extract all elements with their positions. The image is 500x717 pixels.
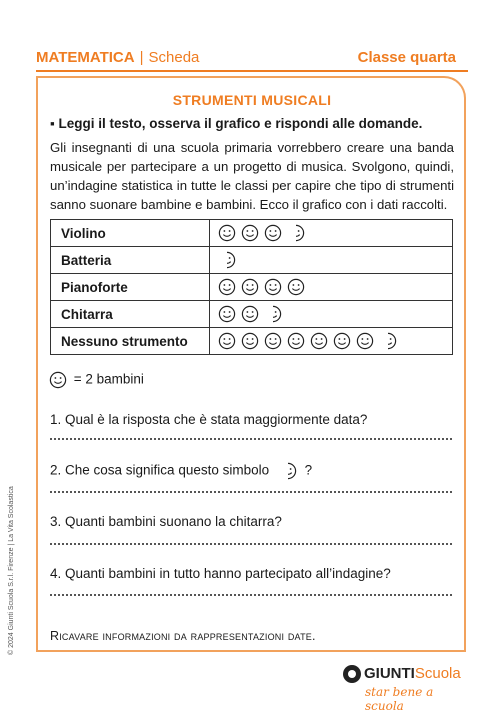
- answer-line-1[interactable]: [50, 438, 452, 440]
- instruction-text: ▪ Leggi il testo, osserva il grafico e rispondi alle domande.: [50, 116, 423, 131]
- header-separator: |: [139, 49, 144, 66]
- pictogram-row: [51, 328, 453, 355]
- smiley-face-icon: [310, 332, 328, 350]
- smiley-face-icon: [241, 278, 259, 296]
- header-divider: [36, 70, 468, 72]
- pictogram-row: [51, 301, 453, 328]
- pictogram-legend: [49, 371, 144, 389]
- publisher-logo: [343, 665, 463, 713]
- smiley-face-icon: [264, 224, 282, 242]
- smiley-face-icon: [356, 332, 374, 350]
- answer-line-3[interactable]: [50, 543, 452, 545]
- learning-objective: Ricavare informazioni da rappresentazioni date.: [50, 629, 316, 643]
- half-smiley-icon: [287, 224, 305, 242]
- question-2-text: 2. Che cosa significa questo simbolo: [50, 462, 270, 478]
- smiley-face-icon: [264, 332, 282, 350]
- pictogram-row: [51, 247, 453, 274]
- half-smiley-icon: [279, 462, 297, 480]
- question-4: 4. Quanti bambini in tutto hanno partecipato all’indagine?: [50, 566, 391, 581]
- smiley-face-icon: [218, 305, 236, 323]
- smiley-face-icon: [241, 332, 259, 350]
- logo-tagline: star bene a scuola: [365, 685, 434, 713]
- logo-mark-icon: [343, 665, 361, 683]
- smiley-face-icon: [333, 332, 351, 350]
- smiley-face-icon: [218, 332, 236, 350]
- pictogram-symbols: [210, 220, 453, 247]
- pictogram-table: [50, 219, 453, 355]
- question-2: [50, 462, 312, 480]
- class-label: Classe quarta: [357, 49, 456, 66]
- smiley-face-icon: [264, 278, 282, 296]
- instrument-label: Chitarra: [51, 301, 210, 328]
- sheet-type-label: Scheda: [148, 49, 200, 66]
- pictogram-symbols: [210, 328, 453, 355]
- smiley-face-icon: [49, 371, 67, 389]
- instrument-label: Batteria: [51, 247, 210, 274]
- smiley-face-icon: [241, 305, 259, 323]
- smiley-face-icon: [218, 278, 236, 296]
- copyright-notice: © 2024 Giunti Scuola S.r.l. Firenze | La Vita Scolastica: [8, 486, 15, 655]
- pictogram-row: [51, 220, 453, 247]
- pictogram-symbols: [210, 301, 453, 328]
- pictogram-symbols: [210, 274, 453, 301]
- intro-paragraph: Gli insegnanti di una scuola primaria vorrebbero creare una banda musicale per partecipare a un progetto di musica. Svolgono, quindi, un’indagine statistica in tutte le classi per capire che tipo di strumenti sanno suonare bambine e bambini. Ecco il grafico con i dati raccolti.: [50, 140, 454, 212]
- instrument-label: Pianoforte: [51, 274, 210, 301]
- pictogram-symbols: [210, 247, 453, 274]
- instrument-label: Violino: [51, 220, 210, 247]
- content-frame-left-edge: [36, 76, 38, 652]
- question-3: 3. Quanti bambini suonano la chitarra?: [50, 514, 282, 529]
- subject-heading: [36, 49, 199, 66]
- question-2-suffix: ?: [304, 462, 313, 478]
- answer-line-4[interactable]: [50, 594, 452, 596]
- half-smiley-icon: [264, 305, 282, 323]
- page-title: STRUMENTI MUSICALI: [172, 92, 332, 108]
- smiley-face-icon: [287, 332, 305, 350]
- half-smiley-icon: [379, 332, 397, 350]
- smiley-face-icon: [241, 224, 259, 242]
- smiley-face-icon: [287, 278, 305, 296]
- question-1: 1. Qual è la risposta che è stata maggiormente data?: [50, 412, 368, 427]
- logo-brand: GIUNTIScuola: [364, 665, 461, 682]
- pictogram-row: [51, 274, 453, 301]
- legend-text: = 2 bambini: [73, 371, 144, 387]
- subject-label: MATEMATICA: [36, 49, 135, 66]
- page-header: [36, 49, 456, 71]
- smiley-face-icon: [218, 224, 236, 242]
- instrument-label: Nessuno strumento: [51, 328, 210, 355]
- answer-line-2[interactable]: [50, 491, 452, 493]
- half-smiley-icon: [218, 251, 236, 269]
